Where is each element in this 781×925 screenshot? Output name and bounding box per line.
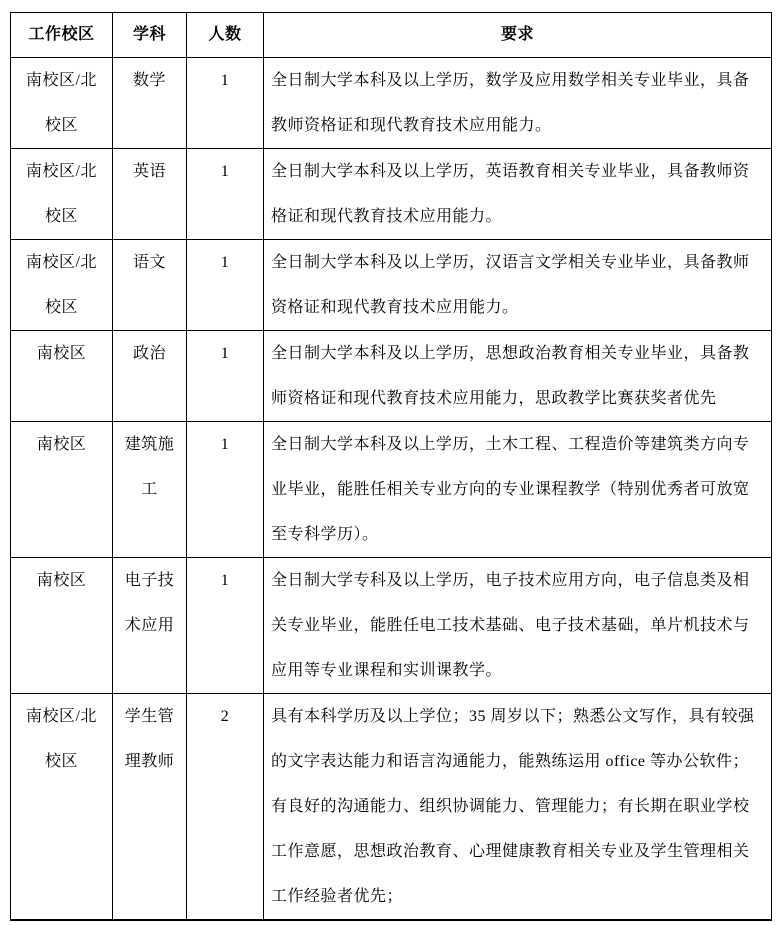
- table-row: [11, 558, 772, 694]
- table-row: [11, 331, 772, 422]
- requirement-cell: 全日制大学专科及以上学历，电子技术应用方向，电子信息类及相关专业毕业，能胜任电工技术基础、电子技术基础，单片机技术与应用等专业课程和实训课教学。: [264, 558, 772, 694]
- header-subject: 学科: [113, 13, 187, 58]
- campus-cell: 南校区/北校区: [11, 149, 113, 240]
- subject-cell: 学生管理教师: [113, 694, 187, 921]
- campus-cell: 南校区: [11, 558, 113, 694]
- table-body: [11, 58, 772, 921]
- campus-cell: 南校区/北校区: [11, 58, 113, 149]
- requirement-cell: 全日制大学本科及以上学历，数学及应用数学相关专业毕业，具备教师资格证和现代教育技术应用能力。: [264, 58, 772, 149]
- recruitment-table: [10, 12, 772, 921]
- campus-cell: 南校区/北校区: [11, 694, 113, 921]
- table-row: [11, 422, 772, 558]
- campus-cell: 南校区: [11, 331, 113, 422]
- requirement-cell: 具有本科学历及以上学位；35 周岁以下；熟悉公文写作，具有较强的文字表达能力和语言沟通能力，能熟练运用 office 等办公软件；有良好的沟通能力、组织协调能力、管理能力；有长期在职业学校工作意愿，思想政治教育、心理健康教育相关专业及学生管理相关工作经验者优先；: [264, 694, 772, 921]
- header-count: 人数: [187, 13, 264, 58]
- count-cell: 1: [187, 58, 264, 149]
- header-requirement: 要求: [264, 13, 772, 58]
- count-cell: 1: [187, 558, 264, 694]
- header-campus: 工作校区: [11, 13, 113, 58]
- subject-cell: 数学: [113, 58, 187, 149]
- count-cell: 1: [187, 240, 264, 331]
- requirement-cell: 全日制大学本科及以上学历，土木工程、工程造价等建筑类方向专业毕业，能胜任相关专业方向的专业课程教学（特别优秀者可放宽至专科学历）。: [264, 422, 772, 558]
- table-header-row: [11, 13, 772, 58]
- subject-cell: 语文: [113, 240, 187, 331]
- table-row: [11, 149, 772, 240]
- table-row: [11, 694, 772, 921]
- subject-cell: 电子技术应用: [113, 558, 187, 694]
- requirement-cell: 全日制大学本科及以上学历，英语教育相关专业毕业，具备教师资格证和现代教育技术应用能力。: [264, 149, 772, 240]
- subject-cell: 建筑施工: [113, 422, 187, 558]
- count-cell: 1: [187, 422, 264, 558]
- campus-cell: 南校区/北校区: [11, 240, 113, 331]
- count-cell: 1: [187, 331, 264, 422]
- subject-cell: 英语: [113, 149, 187, 240]
- subject-cell: 政治: [113, 331, 187, 422]
- requirement-cell: 全日制大学本科及以上学历，汉语言文学相关专业毕业，具备教师资格证和现代教育技术应用能力。: [264, 240, 772, 331]
- count-cell: 1: [187, 149, 264, 240]
- campus-cell: 南校区: [11, 422, 113, 558]
- table-row: [11, 58, 772, 149]
- requirement-cell: 全日制大学本科及以上学历，思想政治教育相关专业毕业，具备教师资格证和现代教育技术应用能力，思政教学比赛获奖者优先: [264, 331, 772, 422]
- table-row: [11, 240, 772, 331]
- count-cell: 2: [187, 694, 264, 921]
